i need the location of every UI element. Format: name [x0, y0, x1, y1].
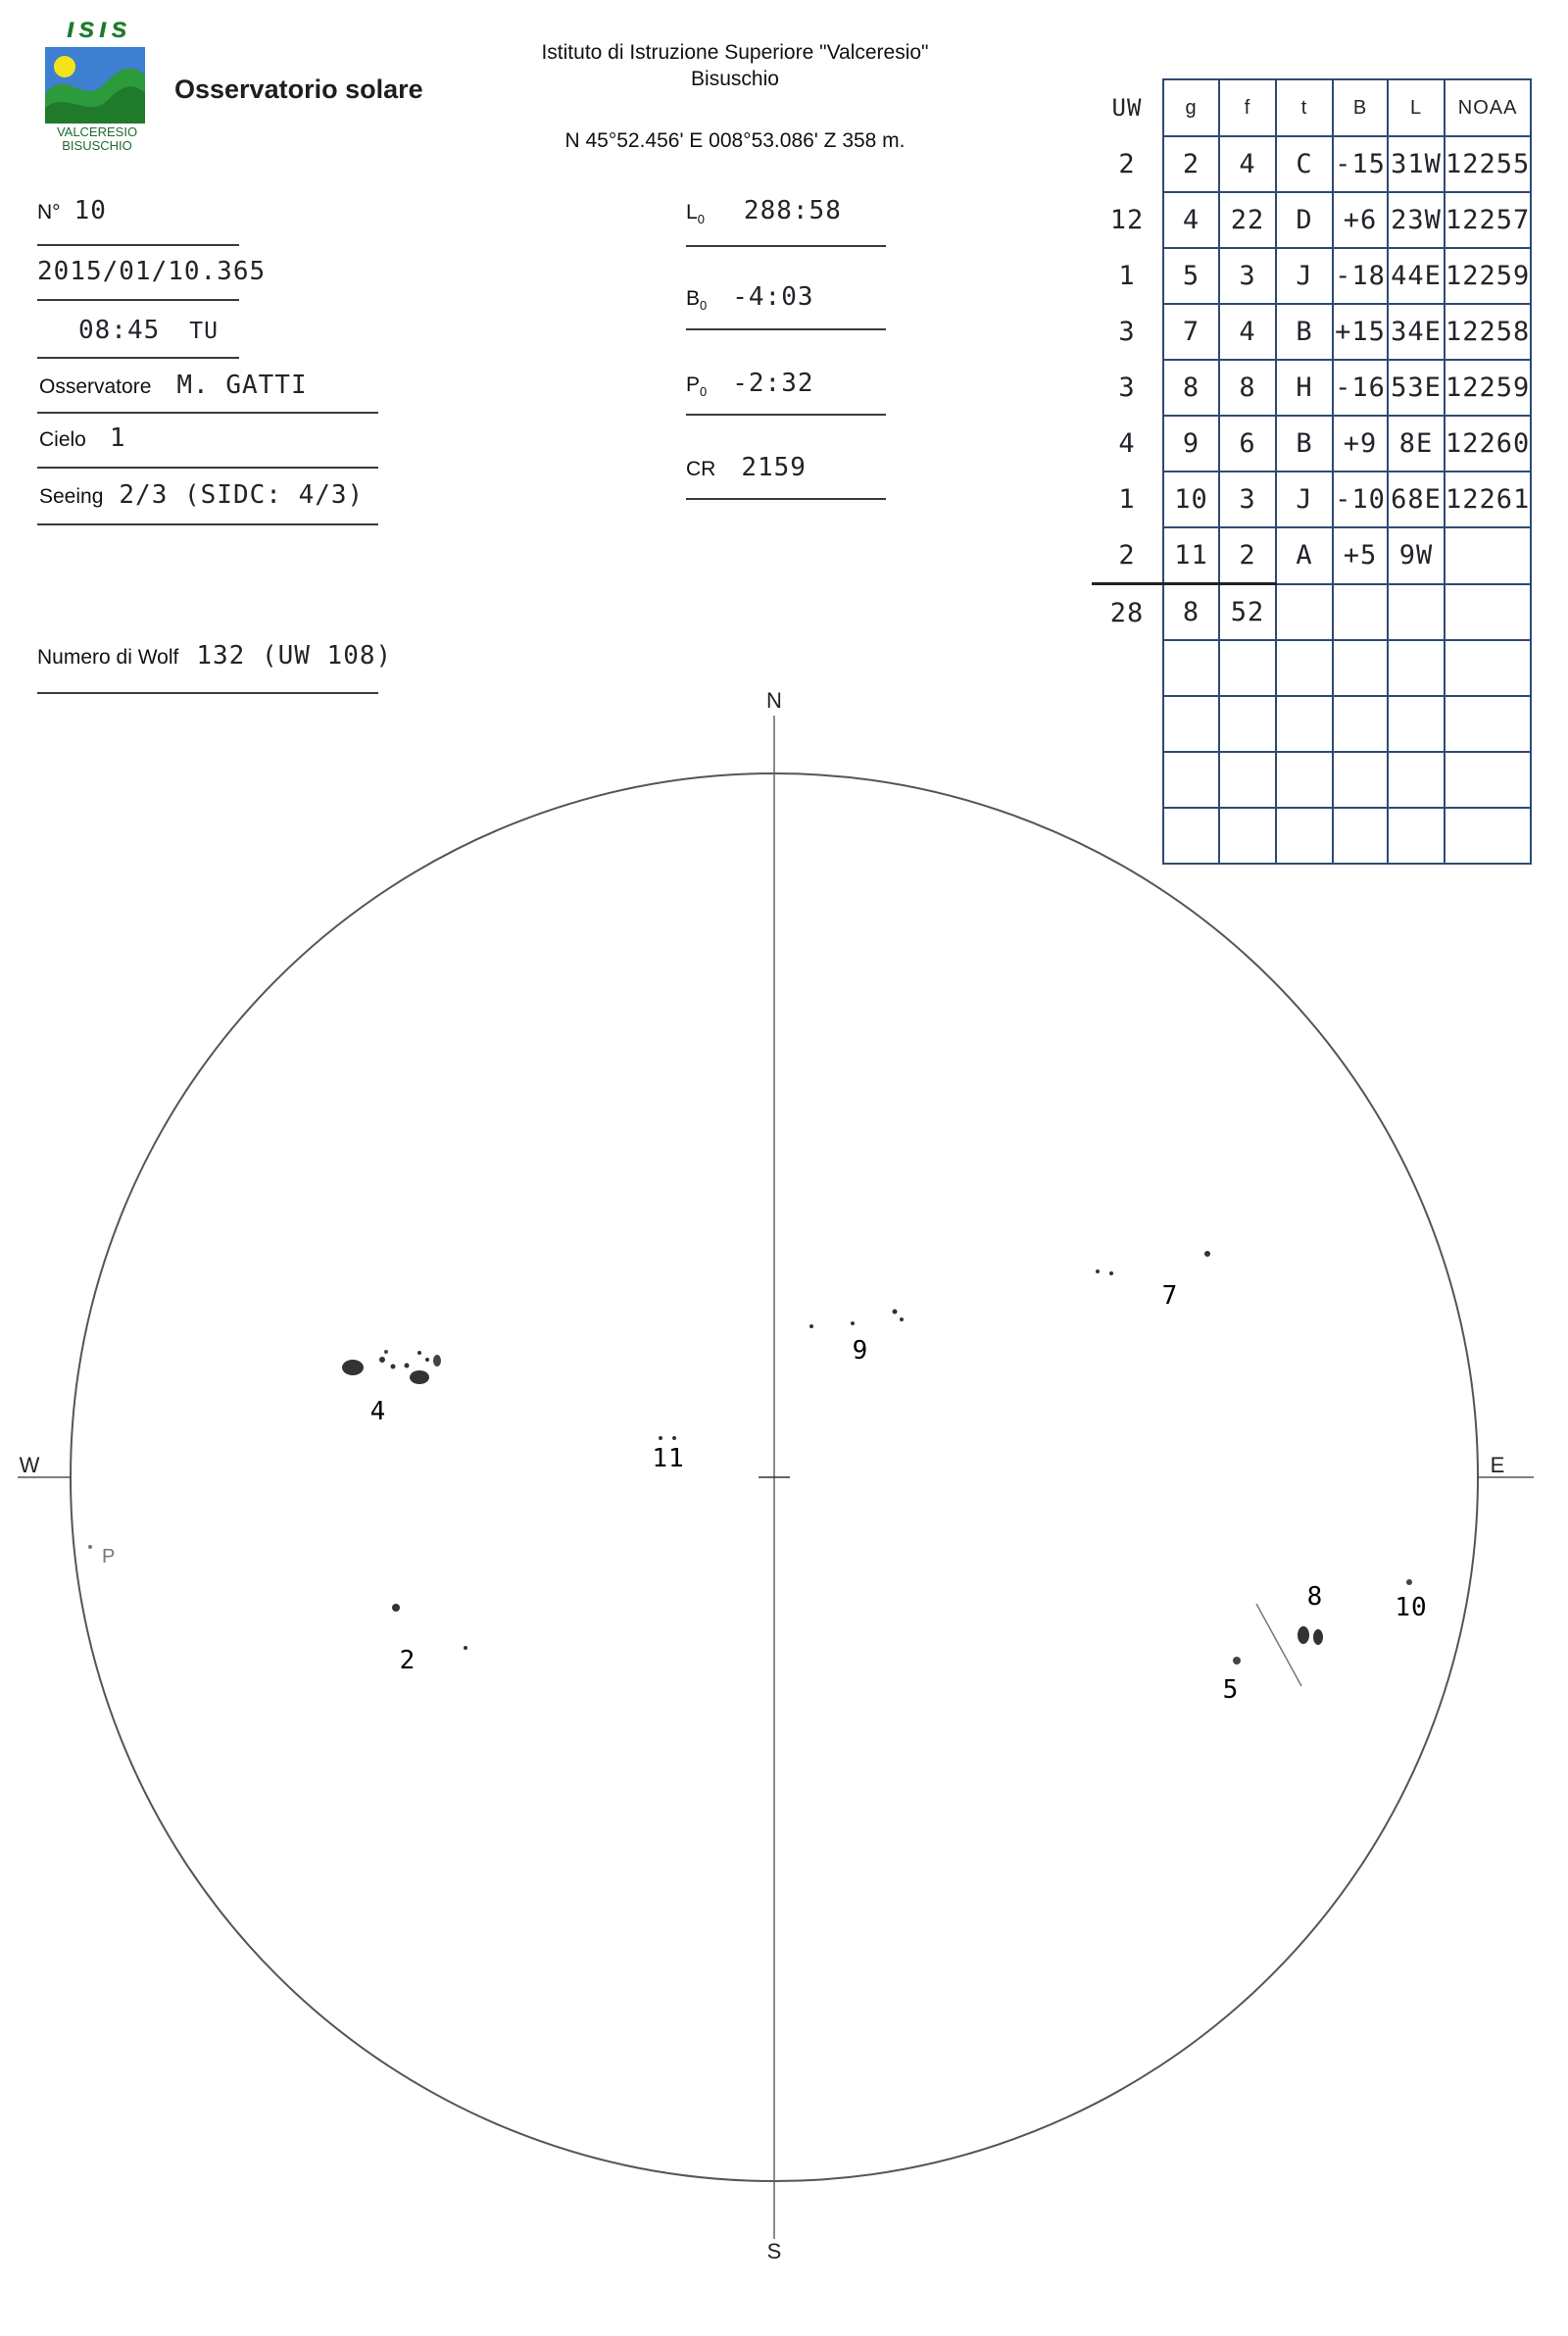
- cell-f: 3: [1219, 472, 1276, 527]
- logo-tagline: [37, 125, 157, 153]
- time-value: 08:45: [78, 316, 161, 345]
- header-b: B: [1333, 79, 1388, 136]
- cell-g: 11: [1163, 527, 1219, 584]
- seeing-field: [39, 480, 364, 510]
- observer-label: Osservatore: [39, 375, 152, 398]
- cell-g: 4: [1163, 192, 1219, 248]
- b0-field: [686, 282, 814, 313]
- observation-date: 2015/01/10.365: [37, 257, 267, 286]
- cell-t: J: [1276, 472, 1333, 527]
- cell-l: 68E: [1388, 472, 1445, 527]
- sky-value: 1: [109, 423, 126, 453]
- logo-icon: [45, 47, 145, 124]
- cell-noaa: 12261: [1445, 472, 1531, 527]
- seeing-value: 2/3 (SIDC: 4/3): [119, 480, 365, 510]
- cell-t: [1276, 584, 1333, 641]
- group-4-label: 4: [369, 1397, 387, 1426]
- cell-g: 9: [1163, 416, 1219, 472]
- cell-f: 8: [1219, 360, 1276, 416]
- sunspot-group-2: [392, 1604, 467, 1675]
- cr-value: 2159: [741, 453, 807, 482]
- cell-l: 8E: [1388, 416, 1445, 472]
- group-5-label: 5: [1222, 1675, 1240, 1705]
- group-10-label: 10: [1395, 1593, 1428, 1622]
- cell-uw: 1: [1118, 261, 1136, 291]
- observer-field: [39, 371, 308, 400]
- header-f: f: [1219, 79, 1276, 136]
- table-row: [1092, 360, 1531, 416]
- cr-field: [686, 453, 807, 482]
- header-t: t: [1276, 79, 1333, 136]
- number-label: N°: [37, 201, 61, 224]
- north-label: N: [766, 688, 782, 713]
- table-row: [1092, 472, 1531, 527]
- cell-noaa: 12258: [1445, 304, 1531, 360]
- observation-number-field: [37, 196, 107, 225]
- cell-b: -18: [1333, 248, 1388, 304]
- cell-f: 4: [1219, 304, 1276, 360]
- group-2-label: 2: [399, 1646, 416, 1675]
- observation-time-field: [78, 316, 219, 345]
- p0-label: $P_0$: [686, 373, 708, 400]
- solar-disk-drawing: [0, 676, 1568, 2336]
- p0-value: -2:32: [732, 369, 814, 398]
- cell-l: 34E: [1388, 304, 1445, 360]
- sunspot-group-4: [342, 1350, 441, 1426]
- observer-value: M. GATTI: [176, 371, 308, 400]
- sunspot-group-11: [652, 1436, 684, 1473]
- cell-b: -15: [1333, 136, 1388, 192]
- cell-f: 22: [1219, 192, 1276, 248]
- header-l: L: [1388, 79, 1445, 136]
- p-marker-dot: [88, 1545, 92, 1549]
- table-row: [1092, 136, 1531, 192]
- cell-b: +5: [1333, 527, 1388, 584]
- table-row: [1092, 527, 1531, 584]
- cell-noaa: [1445, 584, 1531, 641]
- logo-wordmark: ısıs: [66, 12, 132, 44]
- cell-t: B: [1276, 416, 1333, 472]
- group-8-label: 8: [1306, 1582, 1324, 1612]
- institute-heading: [510, 39, 960, 92]
- sky-label: Cielo: [39, 428, 86, 451]
- cell-t: H: [1276, 360, 1333, 416]
- cell-uw: 12: [1109, 205, 1145, 235]
- sky-field: [39, 423, 126, 453]
- wolf-number-field: [37, 641, 392, 671]
- cell-l: 53E: [1388, 360, 1445, 416]
- cell-uw: 3: [1118, 317, 1136, 347]
- cell-uw: 1: [1118, 484, 1136, 515]
- cell-l: [1388, 584, 1445, 641]
- cell-noaa: 12259: [1445, 248, 1531, 304]
- cell-noaa: 12260: [1445, 416, 1531, 472]
- cell-g: 2: [1163, 136, 1219, 192]
- cell-l: 23W: [1388, 192, 1445, 248]
- p0-field: [686, 369, 814, 399]
- logo-tagline-2: BISUSCHIO: [62, 138, 132, 153]
- header-uw: UW: [1111, 94, 1143, 122]
- location-coordinates: N 45°52.456' E 008°53.086' Z 358 m.: [564, 129, 906, 152]
- group-9-label: 9: [852, 1336, 869, 1366]
- b0-label: $B_0$: [686, 287, 708, 314]
- l0-value: 288:58: [743, 196, 842, 225]
- cell-f: 3: [1219, 248, 1276, 304]
- cell-uw: 2: [1118, 539, 1136, 571]
- cell-g: 7: [1163, 304, 1219, 360]
- cell-b: -10: [1333, 472, 1388, 527]
- cell-f: 52: [1219, 584, 1276, 641]
- cell-l: 44E: [1388, 248, 1445, 304]
- sunspot-group-8: [1256, 1582, 1323, 1686]
- south-label: S: [766, 2239, 782, 2263]
- cell-b: +15: [1333, 304, 1388, 360]
- cell-g: 8: [1163, 360, 1219, 416]
- wolf-value: 132 (UW 108): [196, 641, 393, 671]
- cr-label: CR: [686, 458, 716, 480]
- l0-field: [686, 196, 842, 226]
- sunspot-group-7: [1096, 1251, 1210, 1311]
- table-totals-row: [1092, 584, 1531, 641]
- sunspot-group-5: [1223, 1657, 1241, 1705]
- west-label: W: [19, 1453, 40, 1477]
- cell-t: A: [1276, 527, 1333, 584]
- institute-line-2: Bisuschio: [691, 68, 779, 90]
- cell-noaa: 12259: [1445, 360, 1531, 416]
- sunspot-group-10: [1395, 1579, 1427, 1622]
- cell-noaa: [1445, 527, 1531, 584]
- cell-f: 4: [1219, 136, 1276, 192]
- l0-label: $L_0$: [686, 201, 705, 227]
- institute-line-1: Istituto di Istruzione Superiore "Valceresio": [541, 41, 929, 64]
- table-row: [1092, 304, 1531, 360]
- header-noaa: NOAA: [1445, 79, 1531, 136]
- cell-g: 5: [1163, 248, 1219, 304]
- table-header-row: [1092, 79, 1531, 136]
- cell-t: B: [1276, 304, 1333, 360]
- logo-tagline-1: VALCERESIO: [56, 124, 138, 139]
- cell-noaa: 12257: [1445, 192, 1531, 248]
- cell-uw: 2: [1118, 149, 1136, 179]
- cell-b: +6: [1333, 192, 1388, 248]
- observatory-title: Osservatorio solare: [174, 75, 423, 104]
- number-value: 10: [74, 196, 107, 225]
- cell-t: J: [1276, 248, 1333, 304]
- cell-noaa: 12255: [1445, 136, 1531, 192]
- cell-b: +9: [1333, 416, 1388, 472]
- cell-t: D: [1276, 192, 1333, 248]
- east-label: E: [1490, 1453, 1505, 1477]
- cell-l: 31W: [1388, 136, 1445, 192]
- p-marker-label: P: [102, 1546, 116, 1567]
- cell-f: 6: [1219, 416, 1276, 472]
- cell-t: C: [1276, 136, 1333, 192]
- cell-b: -16: [1333, 360, 1388, 416]
- table-row: [1092, 416, 1531, 472]
- table-row: [1092, 248, 1531, 304]
- time-unit: TU: [189, 319, 219, 344]
- seeing-label: Seeing: [39, 485, 104, 508]
- cell-uw: 28: [1092, 584, 1163, 641]
- group-11-label: 11: [652, 1444, 685, 1473]
- cell-l: 9W: [1388, 527, 1445, 584]
- wolf-label: Numero di Wolf: [37, 646, 179, 669]
- cell-g: 8: [1163, 584, 1219, 641]
- b0-value: -4:03: [732, 282, 814, 312]
- header-g: g: [1163, 79, 1219, 136]
- cell-g: 10: [1163, 472, 1219, 527]
- group-7-label: 7: [1161, 1281, 1179, 1311]
- cell-uw: 4: [1118, 428, 1136, 459]
- cell-uw: 3: [1118, 373, 1136, 403]
- sunspot-group-9: [809, 1310, 904, 1367]
- cell-f: 2: [1219, 527, 1276, 584]
- table-row: [1092, 192, 1531, 248]
- cell-b: [1333, 584, 1388, 641]
